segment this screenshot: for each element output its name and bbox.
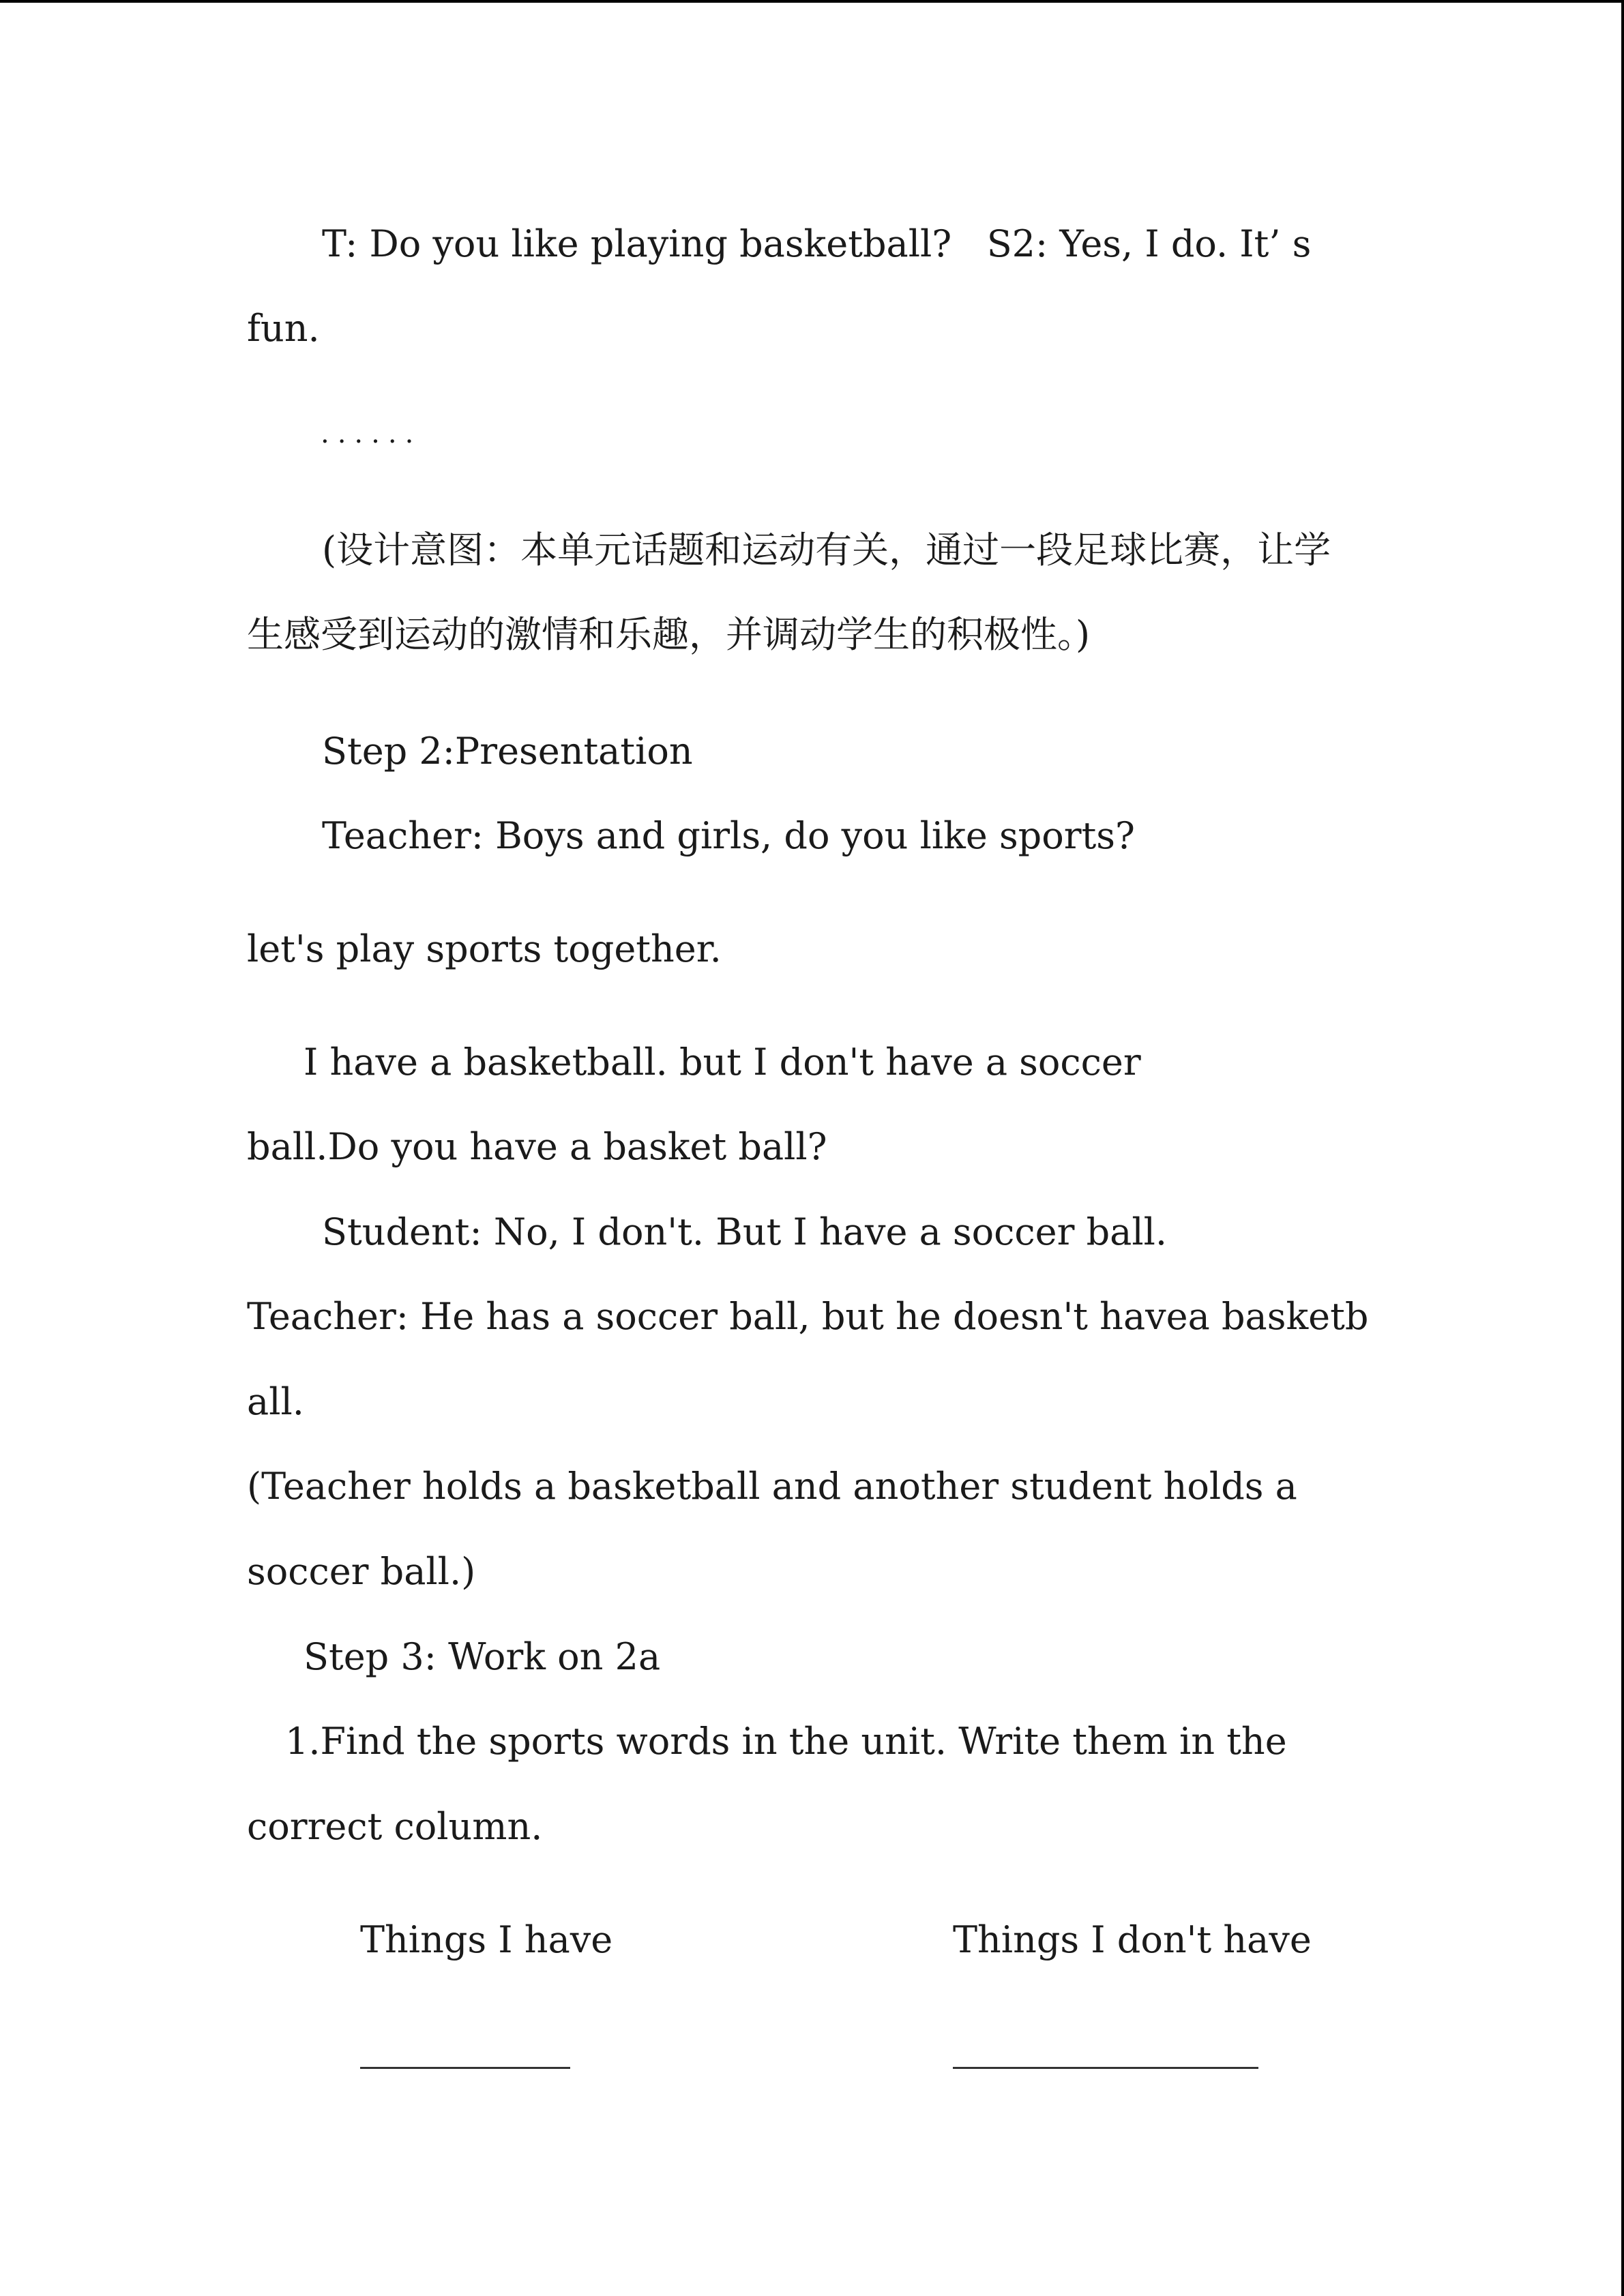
column-label-dont-have: Things I don't have xyxy=(953,1918,1312,1961)
answer-blank-dont-have[interactable] xyxy=(953,2067,1258,2069)
column-label-have: Things I have xyxy=(360,1918,613,1961)
stage-direction-line: soccer ball.) xyxy=(247,1550,476,1593)
dialogue-line: Student: No, I don't. But I have a soccer ball. xyxy=(322,1210,1168,1253)
ellipsis-line: ...... xyxy=(321,418,422,449)
instruction-line: 1.Find the sports words in the unit. Write them in the xyxy=(285,1720,1287,1763)
dialogue-line: Teacher: He has a soccer ball, but he doesn't havea basketb xyxy=(247,1295,1369,1338)
design-intent-line: (设计意图：本单元话题和运动有关，通过一段足球比赛，让学 xyxy=(322,528,1331,571)
dialogue-line: I have a basketball. but I don't have a soccer xyxy=(304,1041,1141,1084)
dialogue-line: T: Do you like playing basketball? S2: Yes, I do. It’ s xyxy=(322,222,1312,265)
dialogue-line: let's play sports together. xyxy=(247,927,722,970)
stage-direction-line: (Teacher holds a basketball and another student holds a xyxy=(247,1465,1297,1508)
dialogue-line: fun. xyxy=(247,307,320,350)
step-heading: Step 3: Work on 2a xyxy=(304,1635,661,1678)
step-heading: Step 2:Presentation xyxy=(322,730,693,773)
dialogue-line: all. xyxy=(247,1380,304,1423)
design-intent-line: 生感受到运动的激情和乐趣，并调动学生的积极性。) xyxy=(247,613,1091,656)
dialogue-line: ball.Do you have a basket ball? xyxy=(247,1125,827,1168)
answer-blank-have[interactable] xyxy=(360,2067,570,2069)
dialogue-line: Teacher: Boys and girls, do you like sports? xyxy=(322,814,1135,857)
instruction-line: correct column. xyxy=(247,1805,543,1848)
